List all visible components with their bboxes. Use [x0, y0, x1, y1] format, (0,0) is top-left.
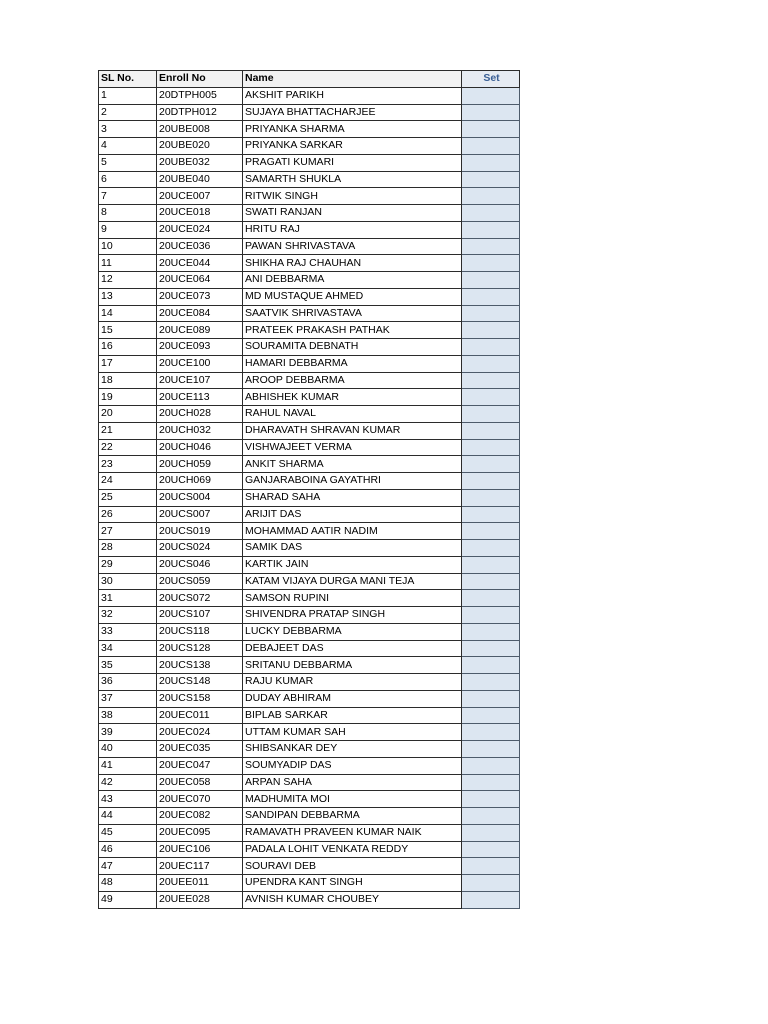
name-cell: SWATI RANJAN: [243, 205, 462, 222]
set-cell[interactable]: [462, 774, 520, 791]
sl-no-cell: 37: [99, 690, 157, 707]
enroll-no-cell: 20UCS107: [157, 607, 243, 624]
student-set-table: [98, 70, 520, 909]
enroll-no-cell: 20UCS004: [157, 489, 243, 506]
sl-no-cell: 28: [99, 540, 157, 557]
table-row: [99, 674, 520, 691]
table-row: [99, 87, 520, 104]
enroll-no-cell: 20UEC095: [157, 824, 243, 841]
sl-no-cell: 1: [99, 87, 157, 104]
enroll-no-cell: 20UCS138: [157, 657, 243, 674]
set-cell[interactable]: [462, 623, 520, 640]
enroll-no-cell: 20UCE036: [157, 238, 243, 255]
enroll-no-cell: 20UCS046: [157, 556, 243, 573]
set-cell[interactable]: [462, 355, 520, 372]
set-cell[interactable]: [462, 657, 520, 674]
name-cell: MOHAMMAD AATIR NADIM: [243, 523, 462, 540]
enroll-no-cell: 20UBE020: [157, 138, 243, 155]
name-cell: PADALA LOHIT VENKATA REDDY: [243, 841, 462, 858]
set-cell[interactable]: [462, 121, 520, 138]
set-cell[interactable]: [462, 556, 520, 573]
name-cell: SUJAYA BHATTACHARJEE: [243, 104, 462, 121]
name-cell: SAMIK DAS: [243, 540, 462, 557]
set-cell[interactable]: [462, 205, 520, 222]
sl-no-cell: 48: [99, 875, 157, 892]
table-row: [99, 757, 520, 774]
name-cell: SOURAMITA DEBNATH: [243, 339, 462, 356]
table-row: [99, 154, 520, 171]
name-cell: GANJARABOINA GAYATHRI: [243, 473, 462, 490]
set-cell[interactable]: [462, 674, 520, 691]
enroll-no-cell: 20UEE011: [157, 875, 243, 892]
name-cell: PRATEEK PRAKASH PATHAK: [243, 322, 462, 339]
enroll-no-cell: 20UCE089: [157, 322, 243, 339]
set-cell[interactable]: [462, 523, 520, 540]
table-row: [99, 824, 520, 841]
enroll-no-cell: 20UCE093: [157, 339, 243, 356]
enroll-no-cell: 20UBE040: [157, 171, 243, 188]
sl-no-cell: 10: [99, 238, 157, 255]
enroll-no-cell: 20UCH069: [157, 473, 243, 490]
table-row: [99, 422, 520, 439]
enroll-no-cell: 20UCS158: [157, 690, 243, 707]
sl-no-cell: 16: [99, 339, 157, 356]
table-row: [99, 456, 520, 473]
table-row: [99, 372, 520, 389]
table-row: [99, 188, 520, 205]
set-cell[interactable]: [462, 339, 520, 356]
enroll-no-cell: 20UCE064: [157, 272, 243, 289]
set-cell[interactable]: [462, 406, 520, 423]
name-cell: PAWAN SHRIVASTAVA: [243, 238, 462, 255]
table-row: [99, 607, 520, 624]
enroll-no-cell: 20UCH032: [157, 422, 243, 439]
sl-no-cell: 38: [99, 707, 157, 724]
table-row: [99, 891, 520, 908]
set-cell[interactable]: [462, 875, 520, 892]
set-cell[interactable]: [462, 707, 520, 724]
sl-no-cell: 39: [99, 724, 157, 741]
sl-no-cell: 31: [99, 590, 157, 607]
enroll-no-cell: 20UCS059: [157, 573, 243, 590]
enroll-no-cell: 20UCE113: [157, 389, 243, 406]
sl-no-cell: 6: [99, 171, 157, 188]
set-cell[interactable]: [462, 238, 520, 255]
sl-no-cell: 4: [99, 138, 157, 155]
table-row: [99, 238, 520, 255]
table-row: [99, 473, 520, 490]
set-cell[interactable]: [462, 138, 520, 155]
sl-no-cell: 3: [99, 121, 157, 138]
name-cell: SAATVIK SHRIVASTAVA: [243, 305, 462, 322]
enroll-no-cell: 20UCS024: [157, 540, 243, 557]
name-cell: KATAM VIJAYA DURGA MANI TEJA: [243, 573, 462, 590]
name-cell: RITWIK SINGH: [243, 188, 462, 205]
table-row: [99, 657, 520, 674]
set-cell[interactable]: [462, 724, 520, 741]
table-row: [99, 205, 520, 222]
sl-no-cell: 2: [99, 104, 157, 121]
table-row: [99, 355, 520, 372]
enroll-no-cell: 20UCE107: [157, 372, 243, 389]
set-cell[interactable]: [462, 607, 520, 624]
set-cell[interactable]: [462, 288, 520, 305]
set-cell[interactable]: [462, 372, 520, 389]
set-cell[interactable]: [462, 322, 520, 339]
enroll-no-cell: 20UEE028: [157, 891, 243, 908]
sl-no-cell: 25: [99, 489, 157, 506]
sl-no-cell: 34: [99, 640, 157, 657]
sl-no-cell: 20: [99, 406, 157, 423]
sl-no-cell: 11: [99, 255, 157, 272]
sl-no-cell: 44: [99, 808, 157, 825]
header-sl-no: SL No.: [99, 71, 157, 88]
table-row: [99, 322, 520, 339]
name-cell: SOUMYADIP DAS: [243, 757, 462, 774]
sl-no-cell: 15: [99, 322, 157, 339]
set-cell[interactable]: [462, 808, 520, 825]
name-cell: HRITU RAJ: [243, 221, 462, 238]
name-cell: RAMAVATH PRAVEEN KUMAR NAIK: [243, 824, 462, 841]
name-cell: SHIKHA RAJ CHAUHAN: [243, 255, 462, 272]
sl-no-cell: 26: [99, 506, 157, 523]
sl-no-cell: 46: [99, 841, 157, 858]
table-row: [99, 104, 520, 121]
set-cell[interactable]: [462, 456, 520, 473]
name-cell: AKSHIT PARIKH: [243, 87, 462, 104]
enroll-no-cell: 20UCS148: [157, 674, 243, 691]
sl-no-cell: 33: [99, 623, 157, 640]
sl-no-cell: 42: [99, 774, 157, 791]
enroll-no-cell: 20UCH046: [157, 439, 243, 456]
enroll-no-cell: 20UCE018: [157, 205, 243, 222]
set-cell[interactable]: [462, 439, 520, 456]
sl-no-cell: 43: [99, 791, 157, 808]
set-cell[interactable]: [462, 573, 520, 590]
name-cell: SRITANU DEBBARMA: [243, 657, 462, 674]
table-row: [99, 640, 520, 657]
sl-no-cell: 17: [99, 355, 157, 372]
sl-no-cell: 21: [99, 422, 157, 439]
name-cell: MADHUMITA MOI: [243, 791, 462, 808]
name-cell: RAJU KUMAR: [243, 674, 462, 691]
table-row: [99, 791, 520, 808]
enroll-no-cell: 20DTPH005: [157, 87, 243, 104]
enroll-no-cell: 20UEC082: [157, 808, 243, 825]
set-cell[interactable]: [462, 389, 520, 406]
table-row: [99, 489, 520, 506]
enroll-no-cell: 20UCS007: [157, 506, 243, 523]
enroll-no-cell: 20UCS072: [157, 590, 243, 607]
sl-no-cell: 24: [99, 473, 157, 490]
enroll-no-cell: 20DTPH012: [157, 104, 243, 121]
set-cell[interactable]: [462, 540, 520, 557]
enroll-no-cell: 20UEC011: [157, 707, 243, 724]
table-row: [99, 774, 520, 791]
table-row: [99, 272, 520, 289]
sl-no-cell: 29: [99, 556, 157, 573]
sl-no-cell: 40: [99, 741, 157, 758]
sl-no-cell: 47: [99, 858, 157, 875]
name-cell: LUCKY DEBBARMA: [243, 623, 462, 640]
enroll-no-cell: 20UEC106: [157, 841, 243, 858]
table-row: [99, 841, 520, 858]
name-cell: UPENDRA KANT SINGH: [243, 875, 462, 892]
set-cell[interactable]: [462, 690, 520, 707]
enroll-no-cell: 20UEC117: [157, 858, 243, 875]
table-row: [99, 221, 520, 238]
name-cell: ARIJIT DAS: [243, 506, 462, 523]
set-cell[interactable]: [462, 221, 520, 238]
table-row: [99, 623, 520, 640]
name-cell: SOURAVI DEB: [243, 858, 462, 875]
table-row: [99, 573, 520, 590]
sl-no-cell: 9: [99, 221, 157, 238]
set-cell[interactable]: [462, 272, 520, 289]
table-row: [99, 288, 520, 305]
sl-no-cell: 22: [99, 439, 157, 456]
table-body: [99, 87, 520, 908]
table-row: [99, 121, 520, 138]
enroll-no-cell: 20UCE084: [157, 305, 243, 322]
sl-no-cell: 27: [99, 523, 157, 540]
enroll-no-cell: 20UBE032: [157, 154, 243, 171]
name-cell: DUDAY ABHIRAM: [243, 690, 462, 707]
name-cell: HAMARI DEBBARMA: [243, 355, 462, 372]
set-cell[interactable]: [462, 104, 520, 121]
enroll-no-cell: 20UCH028: [157, 406, 243, 423]
enroll-no-cell: 20UCS019: [157, 523, 243, 540]
sl-no-cell: 14: [99, 305, 157, 322]
table-row: [99, 305, 520, 322]
enroll-no-cell: 20UCE007: [157, 188, 243, 205]
set-cell[interactable]: [462, 255, 520, 272]
name-cell: SANDIPAN DEBBARMA: [243, 808, 462, 825]
name-cell: RAHUL NAVAL: [243, 406, 462, 423]
set-cell[interactable]: [462, 422, 520, 439]
header-set: Set: [462, 71, 520, 88]
name-cell: DHARAVATH SHRAVAN KUMAR: [243, 422, 462, 439]
enroll-no-cell: 20UCE044: [157, 255, 243, 272]
set-cell[interactable]: [462, 791, 520, 808]
set-cell[interactable]: [462, 489, 520, 506]
table-row: [99, 540, 520, 557]
name-cell: ANI DEBBARMA: [243, 272, 462, 289]
set-cell[interactable]: [462, 188, 520, 205]
sl-no-cell: 41: [99, 757, 157, 774]
set-cell[interactable]: [462, 741, 520, 758]
header-name: Name: [243, 71, 462, 88]
sl-no-cell: 23: [99, 456, 157, 473]
name-cell: PRAGATI KUMARI: [243, 154, 462, 171]
sl-no-cell: 30: [99, 573, 157, 590]
table-row: [99, 690, 520, 707]
sl-no-cell: 12: [99, 272, 157, 289]
name-cell: SHIBSANKAR DEY: [243, 741, 462, 758]
sl-no-cell: 8: [99, 205, 157, 222]
enroll-no-cell: 20UBE008: [157, 121, 243, 138]
set-cell[interactable]: [462, 824, 520, 841]
name-cell: SHARAD SAHA: [243, 489, 462, 506]
table-row: [99, 556, 520, 573]
sl-no-cell: 49: [99, 891, 157, 908]
set-cell[interactable]: [462, 171, 520, 188]
table-header: [99, 71, 520, 88]
table-row: [99, 255, 520, 272]
name-cell: SAMSON RUPINI: [243, 590, 462, 607]
name-cell: MD MUSTAQUE AHMED: [243, 288, 462, 305]
set-cell[interactable]: [462, 473, 520, 490]
table-row: [99, 707, 520, 724]
table-row: [99, 389, 520, 406]
table-row: [99, 741, 520, 758]
name-cell: SAMARTH SHUKLA: [243, 171, 462, 188]
name-cell: AROOP DEBBARMA: [243, 372, 462, 389]
enroll-no-cell: 20UEC070: [157, 791, 243, 808]
name-cell: PRIYANKA SARKAR: [243, 138, 462, 155]
sl-no-cell: 45: [99, 824, 157, 841]
set-cell[interactable]: [462, 858, 520, 875]
enroll-no-cell: 20UCS118: [157, 623, 243, 640]
enroll-no-cell: 20UEC035: [157, 741, 243, 758]
enroll-no-cell: 20UEC047: [157, 757, 243, 774]
header-row: [99, 71, 520, 88]
sl-no-cell: 35: [99, 657, 157, 674]
sl-no-cell: 36: [99, 674, 157, 691]
sl-no-cell: 5: [99, 154, 157, 171]
table-row: [99, 808, 520, 825]
table-row: [99, 590, 520, 607]
name-cell: ARPAN SAHA: [243, 774, 462, 791]
name-cell: UTTAM KUMAR SAH: [243, 724, 462, 741]
name-cell: AVNISH KUMAR CHOUBEY: [243, 891, 462, 908]
enroll-no-cell: 20UEC058: [157, 774, 243, 791]
table-row: [99, 339, 520, 356]
set-cell[interactable]: [462, 757, 520, 774]
enroll-no-cell: 20UCH059: [157, 456, 243, 473]
enroll-no-cell: 20UCE024: [157, 221, 243, 238]
sl-no-cell: 13: [99, 288, 157, 305]
table-row: [99, 439, 520, 456]
name-cell: VISHWAJEET VERMA: [243, 439, 462, 456]
sl-no-cell: 19: [99, 389, 157, 406]
name-cell: ABHISHEK KUMAR: [243, 389, 462, 406]
sl-no-cell: 32: [99, 607, 157, 624]
enroll-no-cell: 20UCE100: [157, 355, 243, 372]
enroll-no-cell: 20UCS128: [157, 640, 243, 657]
set-cell[interactable]: [462, 305, 520, 322]
sl-no-cell: 7: [99, 188, 157, 205]
name-cell: ANKIT SHARMA: [243, 456, 462, 473]
name-cell: PRIYANKA SHARMA: [243, 121, 462, 138]
table-row: [99, 858, 520, 875]
set-cell[interactable]: [462, 154, 520, 171]
enroll-no-cell: 20UCE073: [157, 288, 243, 305]
set-cell[interactable]: [462, 891, 520, 908]
name-cell: KARTIK JAIN: [243, 556, 462, 573]
table-row: [99, 875, 520, 892]
table-row: [99, 406, 520, 423]
name-cell: BIPLAB SARKAR: [243, 707, 462, 724]
enroll-no-cell: 20UEC024: [157, 724, 243, 741]
set-cell[interactable]: [462, 506, 520, 523]
set-cell[interactable]: [462, 590, 520, 607]
set-cell[interactable]: [462, 640, 520, 657]
table-row: [99, 138, 520, 155]
name-cell: DEBAJEET DAS: [243, 640, 462, 657]
table-row: [99, 724, 520, 741]
set-cell[interactable]: [462, 87, 520, 104]
header-enroll-no: Enroll No: [157, 71, 243, 88]
sl-no-cell: 18: [99, 372, 157, 389]
table-row: [99, 171, 520, 188]
set-cell[interactable]: [462, 841, 520, 858]
table-row: [99, 506, 520, 523]
name-cell: SHIVENDRA PRATAP SINGH: [243, 607, 462, 624]
table-row: [99, 523, 520, 540]
